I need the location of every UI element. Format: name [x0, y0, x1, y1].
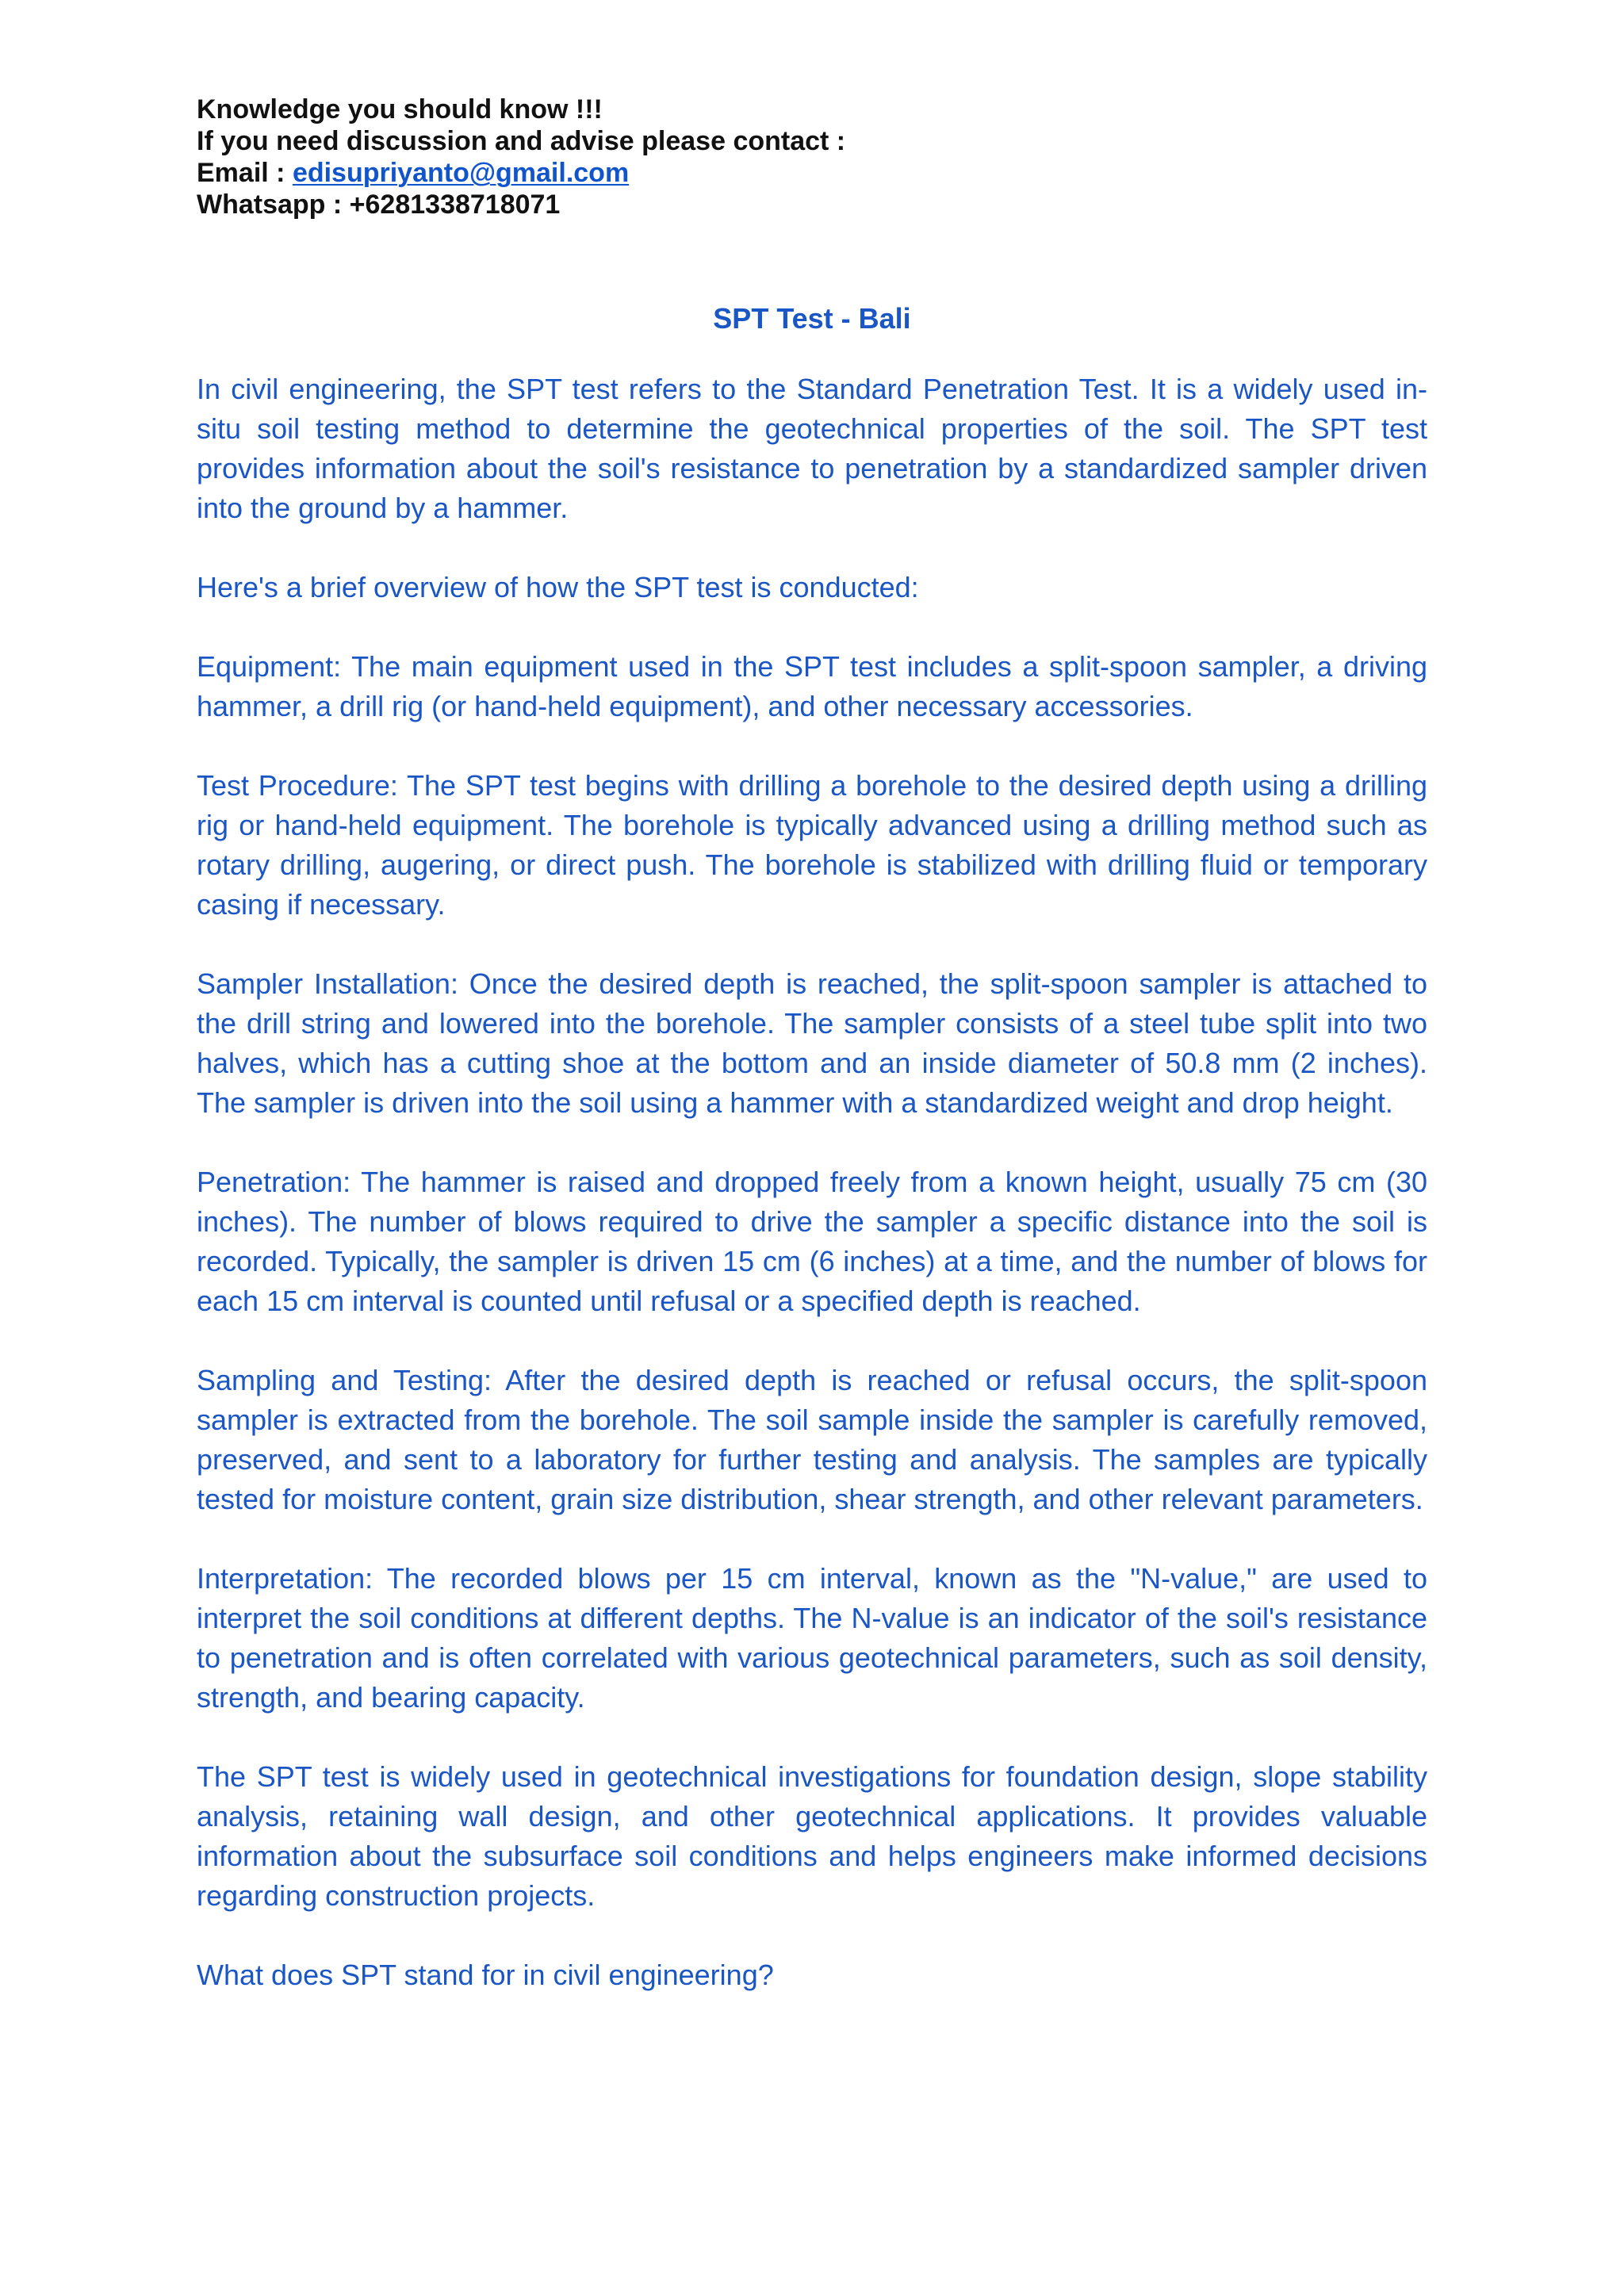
paragraph-question: What does SPT stand for in civil engineering?: [197, 1959, 774, 1991]
paragraph-intro: In civil engineering, the SPT test refers to the Standard Penetration Test. It is a widely used in-situ soil testing method to determine the geotechnical properties of the soil. The SPT test provides information about the soil's resistance to penetration by a standardized sampler driven into the ground by a hammer.: [197, 373, 1427, 524]
paragraph-sampling-testing: Sampling and Testing: After the desired depth is reached or refusal occurs, the split-spoon sampler is extracted from the borehole. The soil sample inside the sampler is carefully removed, preserved, and sent to a laboratory for further testing and analysis. The samples are typically tested for moisture content, grain size distribution, shear strength, and other relevant parameters.: [197, 1364, 1427, 1515]
contact-heading: Knowledge you should know !!!: [197, 94, 603, 124]
contact-prompt: If you need discussion and advise please contact :: [197, 126, 846, 156]
paragraph-test-procedure: Test Procedure: The SPT test begins with drilling a borehole to the desired depth using a drilling rig or hand-held equipment. The borehole is typically advanced using a drilling method such as rotary drilling, augering, or direct push. The borehole is stabilized with drilling fluid or temporary casing if necessary.: [197, 769, 1427, 921]
paragraph-penetration: Penetration: The hammer is raised and dropped freely from a known height, usually 75 cm (30 inches). The number of blows required to drive the sampler a specific distance into the soil is recorded. Typically, the sampler is driven 15 cm (6 inches) at a time, and the number of blows for each 15 cm interval is counted until refusal or a specified depth is reached.: [197, 1166, 1427, 1317]
contact-block: [197, 94, 1427, 220]
contact-whatsapp: Whatsapp : +6281338718071: [197, 190, 561, 220]
paragraph-interpretation: Interpretation: The recorded blows per 15 cm interval, known as the "N-value," are used to interpret the soil conditions at different depths. The N-value is an indicator of the soil's resistance to penetration and is often correlated with various geotechnical parameters, such as soil density, strength, and bearing capacity.: [197, 1562, 1427, 1714]
paragraph-overview: Here's a brief overview of how the SPT test is conducted:: [197, 571, 919, 603]
paragraph-applications: The SPT test is widely used in geotechnical investigations for foundation design, slope stability analysis, retaining wall design, and other geotechnical applications. It provides valuable information about the subsurface soil conditions and helps engineers make informed decisions regarding construction projects.: [197, 1760, 1427, 1912]
email-link[interactable]: edisupriyanto@gmail.com: [292, 158, 630, 188]
paragraph-sampler-installation: Sampler Installation: Once the desired depth is reached, the split-spoon sampler is attached to the drill string and lowered into the borehole. The sampler consists of a steel tube split into two halves, which has a cutting shoe at the bottom and an inside diameter of 50.8 mm (2 inches). The sampler is driven into the soil using a hammer with a standardized weight and drop height.: [197, 967, 1427, 1119]
contact-email-line: [197, 157, 1427, 189]
paragraph-equipment: Equipment: The main equipment used in the SPT test includes a split-spoon sampler, a driving hammer, a drill rig (or hand-held equipment), and other necessary accessories.: [197, 650, 1427, 722]
email-label: Email :: [197, 158, 293, 188]
document-body: [197, 370, 1427, 1995]
document-title: SPT Test - Bali: [713, 302, 911, 335]
